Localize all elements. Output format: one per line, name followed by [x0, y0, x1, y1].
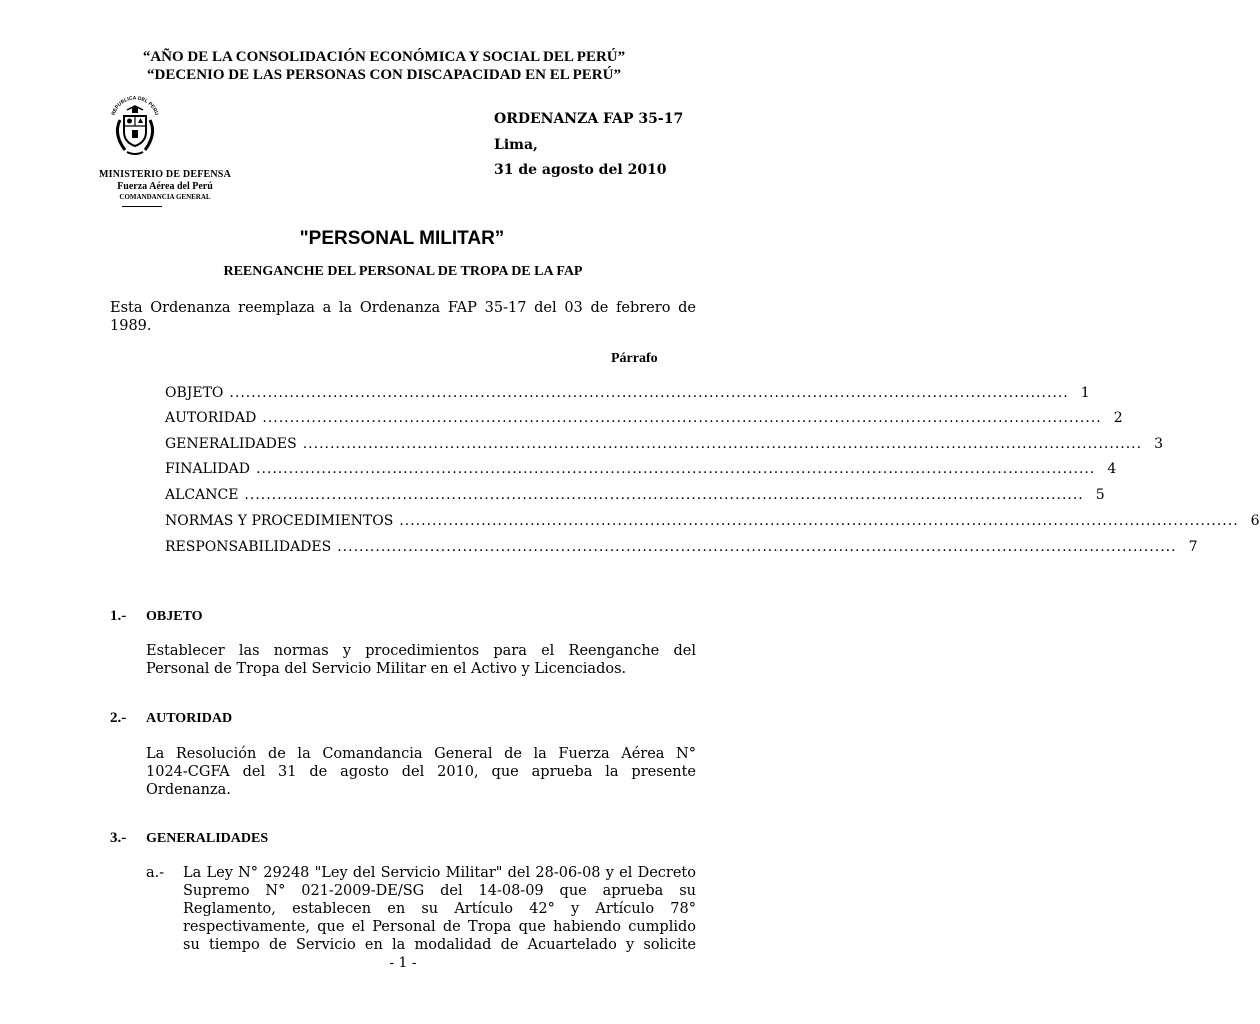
section-title: GENERALIDADES: [146, 831, 269, 846]
toc-number: 2: [1113, 410, 1123, 426]
toc-leader: ..........................................................................................................................................................: [262, 410, 1102, 426]
seal-text: REPUBLICA DEL PERU: [110, 95, 160, 117]
ordinance-number: ORDENANZA FAP 35-17: [494, 111, 684, 127]
toc-leader: ..........................................................................................................................................................: [256, 461, 1096, 477]
toc-label: NORMAS Y PROCEDIMIENTOS: [165, 513, 394, 529]
section-3-line-5: su tiempo de Servicio en la modalidad de Acuartelado y solicite: [183, 937, 696, 953]
command-name: COMANDANCIA GENERAL: [119, 193, 211, 201]
toc-label: FINALIDAD: [165, 461, 250, 477]
section-number: 3.-: [110, 830, 127, 846]
toc-row: [165, 410, 1123, 428]
toc-leader: ..........................................................................................................................................................: [399, 513, 1239, 529]
toc-leader: ..........................................................................................................................................................: [244, 487, 1084, 503]
section-title: OBJETO: [146, 609, 203, 624]
toc-number: 4: [1107, 461, 1117, 477]
toc-label: OBJETO: [165, 385, 224, 401]
toc-row: [165, 385, 1090, 403]
document-subtitle: REENGANCHE DEL PERSONAL DE TROPA DE LA FAP: [223, 264, 583, 279]
ordinance-date: 31 de agosto del 2010: [494, 162, 667, 178]
toc-label: AUTORIDAD: [165, 410, 257, 426]
intro-line-1: Esta Ordenanza reemplaza a la Ordenanza FAP 35-17 del 03 de febrero de: [110, 300, 696, 316]
toc-leader: ..........................................................................................................................................................: [302, 436, 1143, 452]
subsection-label: a.-: [146, 865, 165, 881]
toc-label: ALCANCE: [165, 487, 239, 503]
toc-row: [165, 487, 1105, 505]
toc-number: 3: [1154, 436, 1163, 452]
toc-leader: ..........................................................................................................................................................: [337, 539, 1177, 555]
toc-leader: ..........................................................................................................................................................: [229, 385, 1069, 401]
section-3-line-3: Reglamento, establecen en su Artículo 42° y Artículo 78°: [183, 901, 696, 917]
toc-label: RESPONSABILIDADES: [165, 539, 332, 555]
toc-row: [165, 513, 1260, 531]
toc-number: 5: [1095, 487, 1105, 503]
section-2-line-1: La Resolución de la Comandancia General de la Fuerza Aérea N°: [146, 746, 696, 762]
section-2-line-3: Ordenanza.: [146, 782, 231, 798]
toc-label: GENERALIDADES: [165, 436, 297, 452]
toc-row: [165, 539, 1198, 557]
section-3-line-2: Supremo N° 021-2009-DE/SG del 14-08-09 que aprueba su: [183, 883, 696, 899]
section-title: AUTORIDAD: [146, 711, 233, 726]
ministry-name: MINISTERIO DE DEFENSA: [98, 169, 231, 180]
motto-line-1: “AÑO DE LA CONSOLIDACIÓN ECONÓMICA Y SOCIAL DEL PERÚ”: [142, 49, 626, 65]
document-title: "PERSONAL MILITAR”: [299, 228, 505, 249]
section-2-line-2: 1024-CGFA del 31 de agosto del 2010, que aprueba la presente: [146, 764, 696, 780]
section-1-line-1: Establecer las normas y procedimientos para el Reenganche del: [146, 643, 696, 659]
toc-row: [165, 436, 1163, 454]
toc-number: 7: [1188, 539, 1198, 555]
section-number: 2.-: [110, 710, 127, 726]
motto-line-2: “DECENIO DE LAS PERSONAS CON DISCAPACIDAD EN EL PERÚ”: [147, 67, 621, 83]
intro-line-2: 1989.: [110, 318, 152, 334]
ordinance-city: Lima,: [494, 137, 538, 153]
coat-of-arms-icon: [105, 90, 165, 165]
section-3-line-1: La Ley N° 29248 "Ley del Servicio Militar" del 28-06-08 y el Decreto: [183, 865, 696, 881]
air-force-name: Fuerza Aérea del Perú: [117, 181, 213, 192]
toc-number: 1: [1080, 385, 1090, 401]
section-number: 1.-: [110, 608, 127, 624]
ministry-underline: [122, 206, 162, 207]
section-1-line-2: Personal de Tropa del Servicio Militar en el Activo y Licenciados.: [146, 661, 627, 677]
toc-row: [165, 461, 1117, 479]
toc-number: 6: [1250, 513, 1260, 529]
section-3-line-4: respectivamente, que el Personal de Tropa que habiendo cumplido: [183, 919, 696, 935]
page-number: - 1 -: [389, 955, 417, 971]
toc-heading: Párrafo: [611, 351, 658, 366]
